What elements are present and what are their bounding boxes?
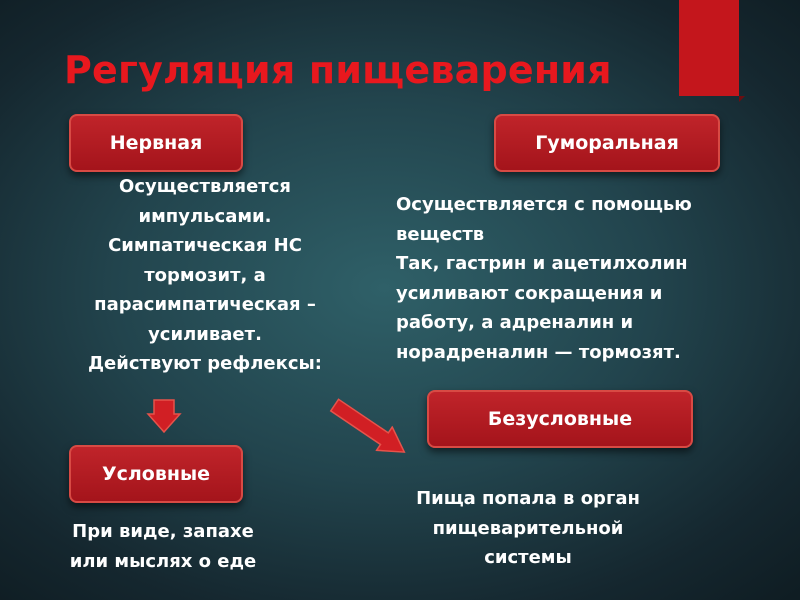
humoral-regulation-text	[396, 190, 796, 367]
nervous-text-line: Симпатическая НС	[108, 235, 302, 256]
nervous-text-line: импульсами.	[138, 205, 272, 227]
unconditioned-text-line: пищеварительной	[432, 517, 624, 539]
conditioned-text-line: При виде, запахе	[72, 521, 254, 542]
nervous-text-line: усиливает.	[148, 323, 262, 345]
unconditioned-reflexes-label: Безусловные	[487, 408, 633, 430]
down-arrow-icon	[146, 398, 182, 434]
conditioned-text-line: или мыслях о еде	[69, 550, 257, 572]
nervous-text-line: Действуют рефлексы:	[88, 353, 322, 374]
conditioned-reflexes-label: Условные	[101, 463, 211, 485]
humoral-text-line: усиливают сокращения и	[396, 282, 663, 304]
unconditioned-reflexes-box	[427, 390, 693, 448]
conditioned-reflexes-text	[40, 517, 286, 576]
nervous-regulation-text	[52, 172, 358, 379]
accent-bar-corner	[739, 96, 745, 102]
unconditioned-reflexes-text	[388, 484, 668, 573]
nervous-regulation-label: Нервная	[109, 132, 203, 154]
conditioned-reflexes-box	[69, 445, 243, 503]
humoral-text-line: Так, гастрин и ацетилхолин	[396, 253, 688, 274]
accent-bar	[679, 0, 739, 96]
humoral-text-line: Осуществляется с помощью	[396, 194, 692, 215]
right-arrow-icon	[325, 392, 415, 466]
humoral-text-line: норадреналин — тормозят.	[396, 341, 681, 363]
humoral-text-line: веществ	[396, 223, 485, 245]
nervous-text-line: тормозит, а	[144, 264, 266, 286]
nervous-regulation-box	[69, 114, 243, 172]
unconditioned-text-line: Пища попала в орган	[416, 488, 640, 509]
humoral-text-line: работу, а адреналин и	[396, 312, 634, 333]
slide-title: Регуляция пищеварения	[64, 48, 612, 92]
humoral-regulation-box	[494, 114, 720, 172]
humoral-regulation-label: Гуморальная	[535, 132, 679, 154]
nervous-text-line: парасимпатическая –	[94, 294, 316, 315]
nervous-text-line: Осуществляется	[119, 176, 291, 197]
unconditioned-text-line: системы	[484, 547, 572, 568]
